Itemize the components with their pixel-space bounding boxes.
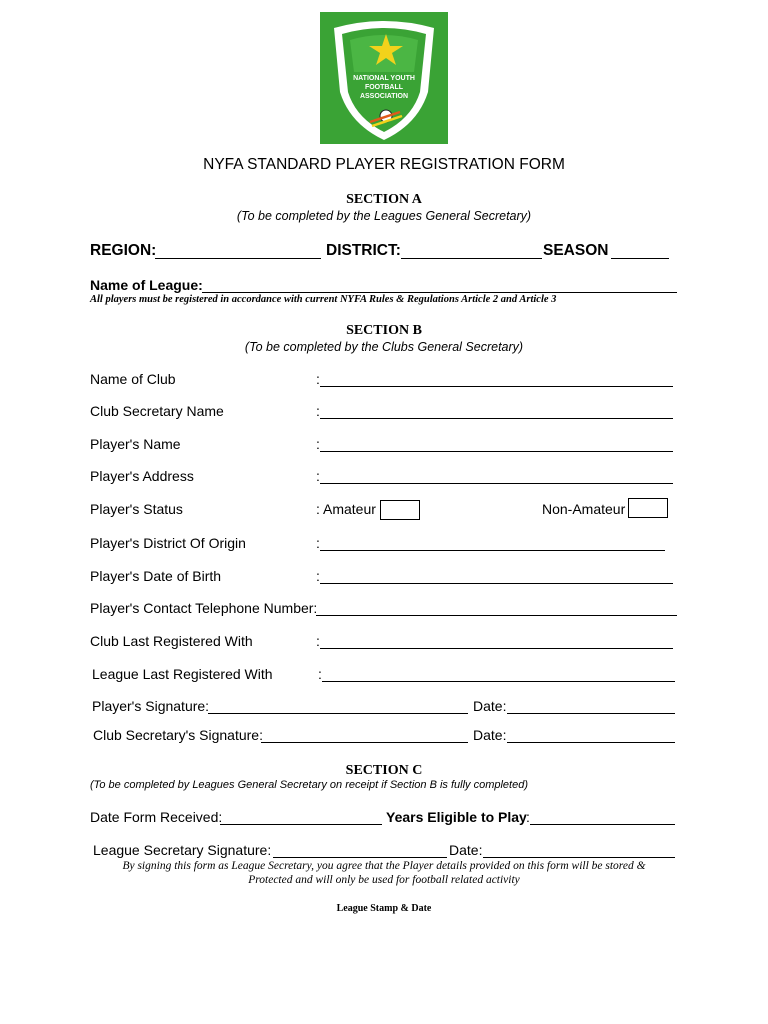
club-secretary-name-field[interactable] (320, 418, 673, 419)
league-last-registered-field[interactable] (322, 681, 675, 682)
player-signature-date-field[interactable] (507, 713, 675, 714)
consent-note-line-1: By signing this form as League Secretary, you agree that the Player details provided on this form will be stored & (122, 860, 646, 872)
section-c-subtitle: (To be completed by Leagues General Secretary on receipt if Section B is fully completed) (90, 779, 528, 791)
player-signature-date-label: Date: (473, 698, 507, 714)
league-secretary-signature-label: League Secretary Signature: (93, 842, 272, 858)
player-signature-label: Player's Signature: (92, 698, 210, 714)
colon: : (316, 568, 320, 584)
date-form-received-label: Date Form Received: (90, 809, 223, 825)
section-a-subtitle: (To be completed by the Leagues General Secretary) (236, 209, 532, 223)
colon: : (526, 809, 530, 825)
date-form-received-field[interactable] (220, 824, 382, 825)
date-of-birth-label: Player's Date of Birth (90, 568, 222, 584)
league-last-registered-label: League Last Registered With (92, 666, 273, 682)
nyfa-logo (320, 12, 448, 144)
player-address-field[interactable] (320, 483, 673, 484)
logo-text-line-2: FOOTBALL (364, 84, 404, 91)
club-secretary-signature-label: Club Secretary's Signature: (93, 727, 263, 743)
colon: : (316, 535, 320, 551)
season-field[interactable] (611, 258, 669, 259)
section-b-subtitle: (To be completed by the Clubs General Secretary) (244, 340, 524, 354)
club-last-registered-label: Club Last Registered With (90, 633, 253, 649)
district-field[interactable] (401, 258, 542, 259)
amateur-checkbox[interactable] (380, 500, 420, 520)
league-secretary-signature-field[interactable] (273, 857, 447, 858)
player-status-label: Player's Status (90, 501, 183, 517)
contact-telephone-label: Player's Contact Telephone Number: (90, 600, 318, 616)
colon: : (316, 436, 320, 452)
club-secretary-date-label: Date: (473, 727, 507, 743)
registration-rules-note: All players must be registered in accordance with current NYFA Rules & Regulations Article 2 and Article 3 (90, 294, 557, 305)
colon: : (316, 468, 320, 484)
colon: : (316, 371, 320, 387)
logo-text-line-3: ASSOCIATION (359, 93, 409, 100)
league-secretary-date-field[interactable] (483, 857, 675, 858)
club-name-label: Name of Club (90, 371, 176, 387)
non-amateur-checkbox[interactable] (628, 498, 668, 518)
league-name-label: Name of League: (90, 277, 203, 293)
colon: : (316, 403, 320, 419)
club-secretary-signature-field[interactable] (261, 742, 468, 743)
player-address-label: Player's Address (90, 468, 194, 484)
non-amateur-label: Non-Amateur (542, 501, 626, 517)
district-label: DISTRICT: (326, 242, 401, 259)
district-of-origin-field[interactable] (320, 550, 665, 551)
date-of-birth-field[interactable] (320, 583, 673, 584)
logo-text-line-1: NATIONAL YOUTH (353, 75, 415, 82)
region-field[interactable] (155, 258, 321, 259)
form-title: NYFA STANDARD PLAYER REGISTRATION FORM (203, 156, 565, 173)
region-label: REGION: (90, 242, 157, 259)
league-stamp-label: League Stamp & Date (336, 903, 432, 914)
club-name-field[interactable] (320, 386, 673, 387)
years-eligible-field[interactable] (530, 824, 675, 825)
district-of-origin-label: Player's District Of Origin (90, 535, 246, 551)
colon: : (318, 666, 322, 682)
years-eligible-label: Years Eligible to Play (386, 809, 527, 825)
player-signature-field[interactable] (208, 713, 468, 714)
club-secretary-date-field[interactable] (507, 742, 675, 743)
amateur-label: : Amateur (316, 501, 376, 517)
section-c-heading: SECTION C (345, 763, 423, 778)
player-name-label: Player's Name (90, 436, 181, 452)
league-name-field[interactable] (202, 292, 677, 293)
player-name-field[interactable] (320, 451, 673, 452)
section-b-heading: SECTION B (346, 323, 422, 338)
league-secretary-date-label: Date: (449, 842, 483, 858)
contact-telephone-field[interactable] (316, 615, 677, 616)
colon: : (316, 633, 320, 649)
club-secretary-name-label: Club Secretary Name (90, 403, 224, 419)
section-a-heading: SECTION A (346, 192, 422, 207)
club-last-registered-field[interactable] (320, 648, 673, 649)
season-label: SEASON (543, 242, 609, 259)
consent-note-line-2: Protected and will only be used for football related activity (248, 874, 520, 886)
